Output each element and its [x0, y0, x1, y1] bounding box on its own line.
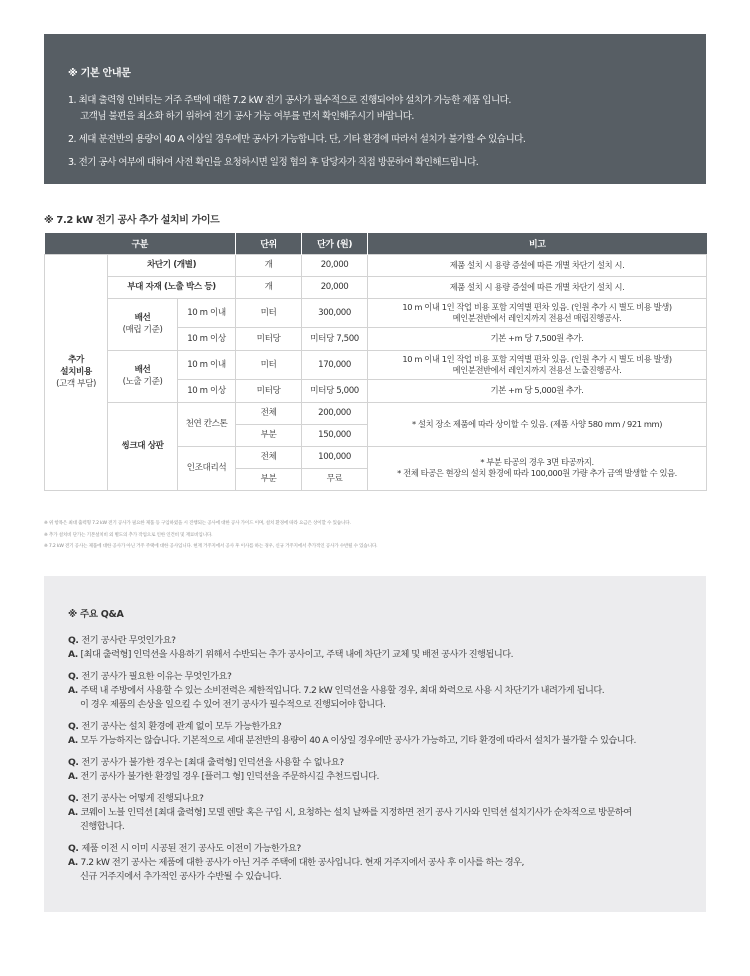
wiring-buried-len-2: 10 m 이상: [178, 327, 236, 350]
wiring-exposed-note-1b: 메인분전반에서 레인지까지 전용선 노출진행공사.: [452, 364, 622, 375]
table-row: [45, 254, 707, 276]
sink-artificial-note-1: * 부분 타공의 경우 3면 타공까지.: [480, 457, 594, 467]
notice-item-3: [68, 155, 684, 171]
notice-item-3-line1: 3. 전기 공사 여부에 대하여 사전 확인을 요청하시면 일정 협의 후 담당자가 직접 방문하여 확인해드립니다.: [68, 157, 479, 168]
header-category: 구분: [45, 233, 236, 254]
sink-artificial-unit-2: 부분: [236, 468, 302, 490]
install-fee-table: [44, 233, 707, 491]
qa-answer-5: A. 코웨이 노블 인덕션 [최대 출력형] 모델 렌탈 혹은 구입 시, 요청하는 설치 날짜를 지정하면 전기 공사 기사와 인덕션 설치기사가 순차적으로 방문하여 진행합니다.: [68, 807, 632, 832]
qa-question-2: Q. 전기 공사가 필요한 이유는 무엇인가요?: [68, 671, 232, 682]
material-unit: 개: [236, 276, 302, 298]
qa-question-4: Q. 전기 공사가 불가한 경우는 [최대 출력형] 인덕션을 사용할 수 없나요?: [68, 757, 344, 768]
wiring-exposed-price-1: 170,000: [302, 350, 368, 379]
notice-box: [44, 34, 706, 184]
sink-natural-unit-1: 전체: [236, 402, 302, 424]
wiring-buried-len-1: 10 m 이내: [178, 298, 236, 327]
qa-item-1: [68, 634, 682, 662]
qa-item-2: [68, 670, 682, 712]
qa-item-6: [68, 842, 682, 884]
guide-title: ※ 7.2 kW 전기 공사 추가 설치비 가이드: [44, 215, 220, 226]
material-note: 제품 설치 시 용량 증설에 따른 개별 차단기 설치 시.: [368, 276, 707, 298]
table-row: [45, 276, 707, 298]
table-header-row: [45, 233, 707, 254]
breaker-price: 20,000: [302, 254, 368, 276]
wiring-exposed-l1: 배선: [134, 365, 151, 375]
wiring-buried-price-2: 미터당 7,500: [302, 327, 368, 350]
wiring-buried-l1: 배선: [134, 313, 151, 323]
sink-natural-price-2: 150,000: [302, 424, 368, 446]
wiring-buried-note-1a: 10 m 이내 1인 작업 비용 포함 지역별 편차 있음. (인원 추가 시 별도 비용 발생): [402, 301, 672, 312]
wiring-exposed-note-1: [368, 350, 707, 379]
qa-question-1: Q. 전기 공사란 무엇인가요?: [68, 635, 176, 646]
wiring-exposed-len-2: 10 m 이상: [178, 379, 236, 402]
wiring-exposed-label: [108, 350, 178, 402]
wiring-exposed-note-1a: 10 m 이내 1인 작업 비용 포함 지역별 편차 있음. (인원 추가 시 별도 비용 발생): [402, 353, 672, 364]
material-price: 20,000: [302, 276, 368, 298]
wiring-exposed-len-1: 10 m 이내: [178, 350, 236, 379]
wiring-buried-note-1b: 메인분전반에서 레인지까지 전용선 매립진행공사.: [452, 312, 622, 323]
table-row: [45, 402, 707, 424]
breaker-unit: 개: [236, 254, 302, 276]
wiring-buried-l2: (매립 기준): [122, 325, 163, 335]
sink-name: 씽크대 상판: [108, 402, 178, 490]
wiring-buried-note-1: [368, 298, 707, 327]
qa-title: ※ 주요 Q&A: [68, 609, 124, 620]
wiring-buried-unit-2: 미터당: [236, 327, 302, 350]
qa-answer-2: A. 주택 내 주방에서 사용할 수 있는 소비전력은 제한적입니다. 7.2 kW 인덕션을 사용할 경우, 최대 화력으로 사용 시 차단기가 내려가게 됩니다. 이 경우 제품의 손상을 일으킬 수 있어 전기 공사가 필수적으로 진행되어야 합니다.: [68, 685, 605, 710]
qa-item-5: [68, 792, 682, 834]
qa-item-3: [68, 720, 682, 748]
wiring-buried-label: [108, 298, 178, 350]
qa-question-6: Q. 제품 이전 시 이미 시공된 전기 공사도 이전이 가능한가요?: [68, 843, 301, 854]
header-note: 비고: [368, 233, 707, 254]
breaker-note: 제품 설치 시 용량 증설에 따른 개별 차단기 설치 시.: [368, 254, 707, 276]
table-row: [45, 350, 707, 379]
group-label-1: 추가: [68, 355, 84, 365]
header-price: 단가 (원): [302, 233, 368, 254]
wiring-exposed-l2: (노출 기준): [122, 377, 163, 387]
wiring-buried-unit-1: 미터: [236, 298, 302, 327]
notice-item-2-line1: 2. 세대 분전반의 용량이 40 A 이상일 경우에만 공사가 가능합니다. 단, 기타 환경에 따라서 설치가 불가할 수 있습니다.: [68, 134, 526, 145]
breaker-name: 차단기 (개별): [108, 254, 236, 276]
qa-answer-3: A. 모두 가능하지는 않습니다. 기본적으로 세대 분전반의 용량이 40 A 이상일 경우에만 공사가 가능하고, 기타 환경에 따라서 설치가 불가할 수 있습니다.: [68, 735, 636, 746]
notice-item-1-line2: 고객님 불편을 최소화 하기 위하여 전기 공사 가능 여부를 먼저 확인해주시기 바랍니다.: [80, 111, 414, 122]
wiring-buried-price-1: 300,000: [302, 298, 368, 327]
group-label-3: (고객 부담): [56, 379, 96, 389]
sink-natural-name: 천연 칸스톤: [178, 402, 236, 446]
qa-answer-1: A. [최대 출력형] 인덕션을 사용하기 위해서 수반되는 추가 공사이고, 주택 내에 차단기 교체 및 배전 공사가 진행됩니다.: [68, 649, 514, 660]
qa-answer-4: A. 전기 공사가 불가한 환경일 경우 [플러그 형] 인덕션을 주문하시길 추천드립니다.: [68, 771, 379, 782]
sink-artificial-price-1: 100,000: [302, 446, 368, 468]
qa-question-3: Q. 전기 공사는 설치 환경에 관계 없이 모두 가능한가요?: [68, 721, 282, 732]
sink-natural-note: * 설치 장소 제품에 따라 상이할 수 있음. (제품 사양 580 mm / 921 mm): [368, 402, 707, 446]
header-unit: 단위: [236, 233, 302, 254]
footnote-3: ※ 7.2 kW 전기 공사는 제품에 대한 공사가 아닌 거주 주택에 대한 공사입니다. 현재 거주지에서 공사 후 이사를 하는 경우, 신규 거주지에서 추가적인 공사가 수반될 수 있습니다.: [44, 544, 378, 549]
sink-artificial-name: 인조대리석: [178, 446, 236, 490]
sink-artificial-note-2: * 전체 타공은 현장의 설치 환경에 따라 100,000원 가량 추가 금액 발생할 수 있음.: [397, 468, 677, 478]
qa-item-4: [68, 756, 682, 784]
notice-item-2: [68, 132, 684, 148]
wiring-exposed-note-2: 기본 +m 당 5,000원 추가.: [368, 379, 707, 402]
group-label-2: 설치비용: [60, 367, 92, 377]
notice-item-1-line1: 1. 최대 출력형 인버터는 거주 주택에 대한 7.2 kW 전기 공사가 필수적으로 진행되어야 설치가 가능한 제품 입니다.: [68, 95, 511, 106]
sink-artificial-unit-1: 전체: [236, 446, 302, 468]
footnotes: [44, 518, 377, 553]
wiring-exposed-unit-1: 미터: [236, 350, 302, 379]
sink-artificial-price-2: 무료: [302, 468, 368, 490]
notice-item-1: [68, 93, 684, 125]
footnote-1: ※ 위 항목은 최대 출력형 7.2 kW 전기 공사가 필요한 제품 등 구입하였을 시 진행되는 공사에 대한 공사 가이드 이며, 설치 환경에 따라 요금은 상이할 수 있습니다.: [44, 521, 351, 526]
sink-artificial-note: [368, 446, 707, 490]
sink-natural-unit-2: 부분: [236, 424, 302, 446]
table-row: [45, 298, 707, 327]
wiring-exposed-price-2: 미터당 5,000: [302, 379, 368, 402]
footnote-2: ※ 추가 설치비 단가는 기본설치비 외 별도의 추가 작업으로 인한 인건비 및 재료비입니다.: [44, 532, 213, 538]
qa-question-5: Q. 전기 공사는 어떻게 진행되나요?: [68, 793, 204, 804]
material-name: 부대 자재 (노출 박스 등): [108, 276, 236, 298]
group-cell: [45, 254, 108, 490]
wiring-exposed-unit-2: 미터당: [236, 379, 302, 402]
qa-answer-6: A. 7.2 kW 전기 공사는 제품에 대한 공사가 아닌 거주 주택에 대한 공사입니다. 현재 거주지에서 공사 후 이사를 하는 경우, 신규 거주지에서 추가적인 공사가 수반될 수 있습니다.: [68, 857, 524, 882]
wiring-buried-note-2: 기본 +m 당 7,500원 추가.: [368, 327, 707, 350]
notice-title: ※ 기본 안내문: [68, 68, 131, 79]
sink-natural-price-1: 200,000: [302, 402, 368, 424]
qa-box: [44, 576, 706, 912]
